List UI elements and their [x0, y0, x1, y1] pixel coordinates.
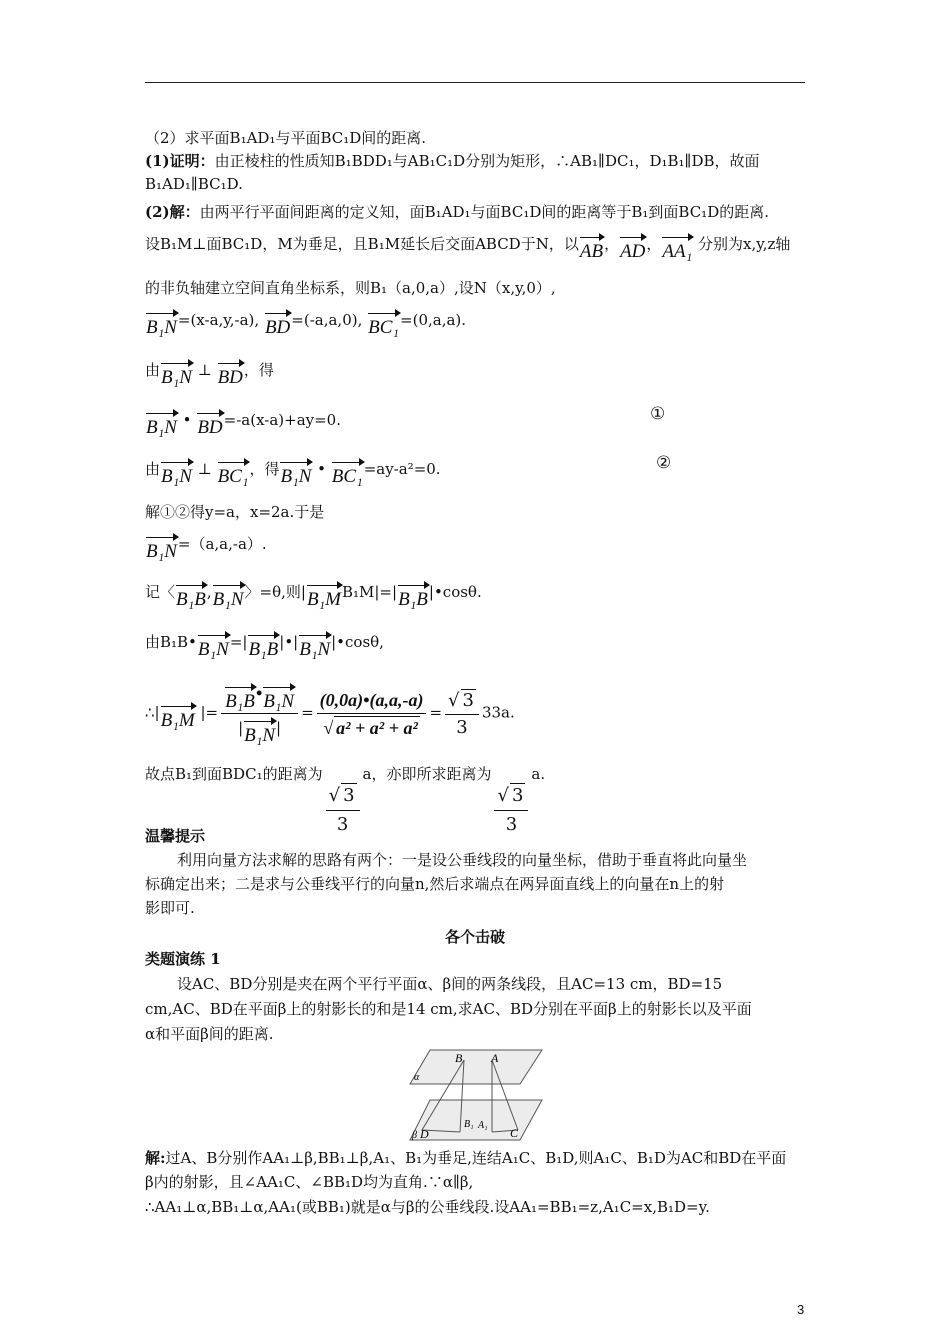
svg-text:α: α	[414, 1072, 420, 1083]
vector-AA1: AA₁	[661, 232, 693, 261]
svg-text:β: β	[412, 1130, 417, 1141]
angle-def-line: 记〈B₁B,B₁N〉=θ,则|B₁MB₁M|=|B₁B|•cosθ.	[145, 580, 482, 609]
b1n-result: B₁N=（a,a,-a）.	[145, 532, 267, 561]
question-2: （2）求平面B₁AD₁与平面BC₁D间的距离.	[145, 129, 427, 147]
distance-formula: ∴|B₁M |= $\frac{\text{B₁B•B₁N}}{\text{|B₁N|}}$ = $\frac{(0,0a)•(a,a,-a)}{\text{√ a² + a² + a²}}$ = $\frac{√ 3}{3}$ 33a.	[145, 683, 515, 746]
tip-line-1: 利用向量方法求解的思路有两个：一是设公垂线段的向量坐标，借助于垂直将此向量坐	[177, 851, 748, 869]
fraction-1: $\frac{\text{B₁B•B₁N}}{\text{|B₁N|}}$	[221, 682, 298, 745]
equation-1: B₁N • BD=-a(x-a)+ay=0.	[145, 408, 341, 437]
tip-line-2: 标确定出来；二是求与公垂线平行的向量n,然后求端点在两异面直线上的向量在n上的射	[145, 875, 725, 893]
answer-line-2: β内的射影，且∠AA₁C、∠BB₁D均为直角.∵α∥β,	[145, 1173, 474, 1191]
equation-2-mark: ②	[656, 453, 672, 473]
answer-line-1: 解:过A、B分别作AA₁⊥β,BB₁⊥β,A₁、B₁为垂足,连结A₁C、B₁D,则A₁C、B₁D为AC和BD在平面	[145, 1149, 787, 1167]
exercise-title: 类题演练 1	[145, 950, 221, 968]
proof-line-1: (1)证明：由正棱柱的性质知B₁BDD₁与AB₁C₁D分别为矩形，∴AB₁∥DC₁，D₁B₁∥DB，故面	[145, 152, 760, 170]
proof-line-2: B₁AD₁∥BC₁D.	[145, 175, 243, 193]
svg-text:B₁: B₁	[464, 1119, 474, 1130]
vectors-line: B₁N=(x-a,y,-a), BD=(-a,a,0), BC₁=(0,a,a).	[145, 308, 466, 337]
svg-text:B: B	[455, 1051, 463, 1065]
equation-1-mark: ①	[650, 404, 666, 424]
proof-label: (1)证明：	[145, 152, 215, 170]
answer-label: 解:	[145, 1149, 166, 1167]
svg-text:C: C	[510, 1126, 519, 1140]
exercise-line-2: cm,AC、BD在平面β上的射影长的和是14 cm,求AC、BD分别在平面β上的射影长以及平面	[145, 1000, 752, 1018]
answer-line-3: ∴AA₁⊥α,BB₁⊥α,AA₁(或BB₁)就是α与β的公垂线段.设AA₁=BB₁=z,A₁C=x,B₁D=y.	[145, 1198, 710, 1216]
dot-product-line: 由B₁B•B₁N=|B₁B|•|B₁N|•cosθ,	[145, 630, 384, 659]
svg-text:A: A	[491, 1051, 499, 1065]
tip-title: 温馨提示	[145, 827, 206, 845]
equation-2: 由B₁N ⊥ BC₁，得B₁N • BC₁=ay-a²=0.	[145, 457, 441, 486]
fraction-2: $\frac{(0,0a)•(a,a,-a)}{\text{√ a² + a² + a²}}$	[317, 689, 427, 739]
solution-line-2: 设B₁M⊥面BC₁D，M为垂足，且B₁M延长后交面ABCD于N，以AB，AD，AA₁ 分别为x,y,z轴	[145, 232, 790, 261]
vector-AB: AB	[579, 232, 604, 261]
svg-text:D: D	[420, 1127, 429, 1141]
plane-alpha	[410, 1050, 542, 1084]
vector-BC1: BC₁	[367, 308, 400, 337]
conclusion-line: 故点B₁到面BDC₁的距离为 $\frac{√ 3}{3}$ a，亦即所求距离为 $\frac{√ 3}{3}$ a.	[145, 765, 546, 835]
solution-label: (2)解：	[145, 203, 200, 221]
solution-line-1: (2)解：由两平行平面间距离的定义知，面B₁AD₁与面BC₁D间的距离等于B₁到面BC₁D的距离.	[145, 203, 769, 221]
perp-line-1: 由B₁N ⊥ BD，得	[145, 358, 274, 387]
plane-beta	[410, 1100, 542, 1140]
vector-B1N: B₁N	[145, 308, 178, 337]
solve-line: 解①②得y=a，x=2a.于是	[145, 503, 325, 521]
parallel-planes-figure	[408, 1048, 544, 1144]
vector-AD: AD	[619, 232, 646, 261]
page-number: 3	[797, 1302, 805, 1317]
vector-BD: BD	[264, 308, 291, 337]
solution-line-3: 的非负轴建立空间直角坐标系，则B₁（a,0,a）,设N（x,y,0）,	[145, 279, 556, 297]
section-title: 各个击破	[444, 928, 505, 946]
header-rule	[145, 82, 805, 83]
fraction-3: $\frac{√ 3}{3}$	[445, 689, 479, 739]
exercise-line-1: 设AC、BD分别是夹在两个平行平面α、β间的两条线段，且AC=13 cm，BD=15	[177, 975, 723, 993]
exercise-line-3: α和平面β间的距离.	[145, 1025, 274, 1043]
svg-text:A₁: A₁	[478, 1120, 488, 1131]
tip-line-3: 影即可.	[145, 899, 195, 917]
